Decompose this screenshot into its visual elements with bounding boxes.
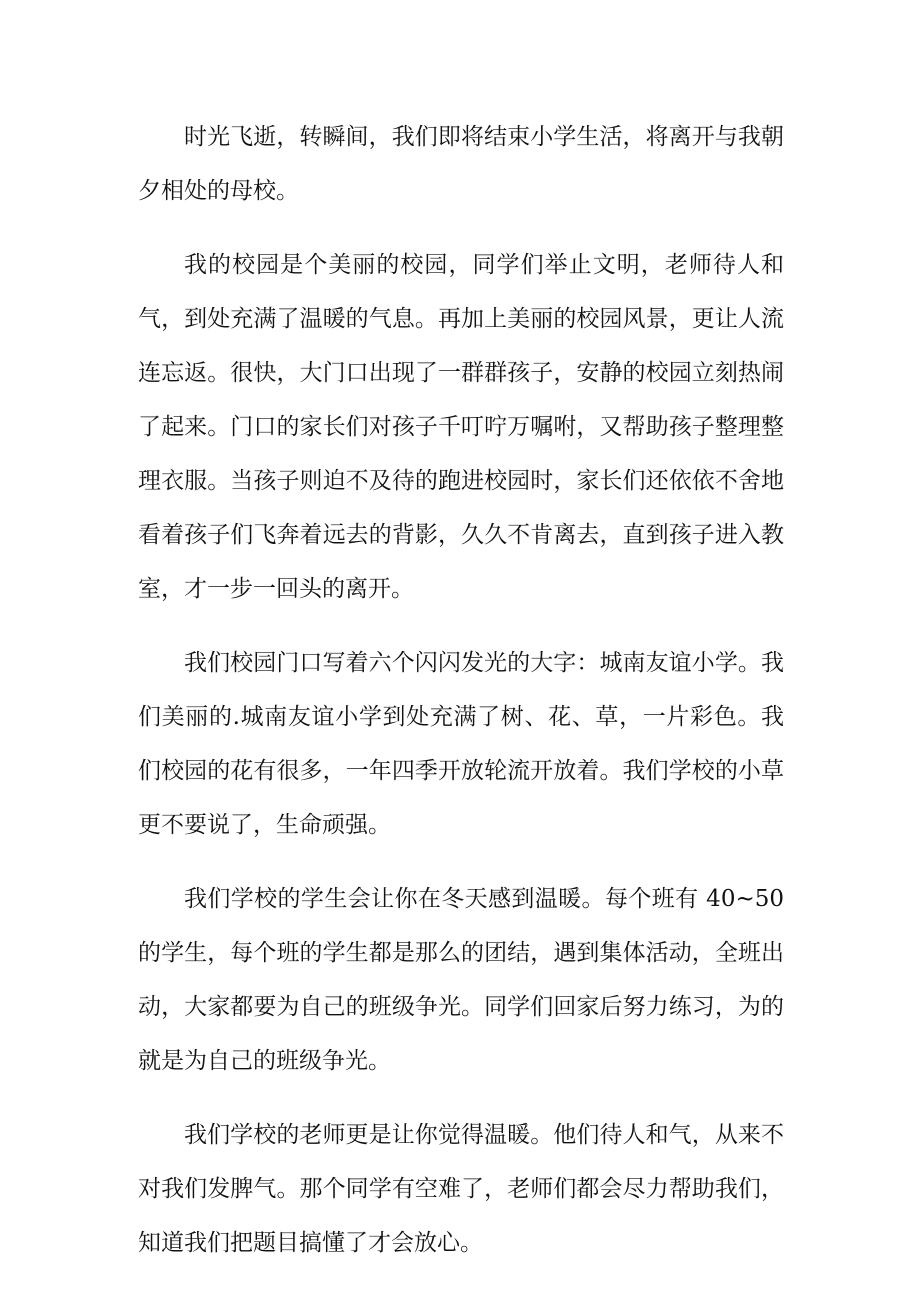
paragraph-5: 我们学校的老师更是让你觉得温暖。他们待人和气，从来不对我们发脾气。那个同学有空难了，老师们都会尽力帮助我们，知道我们把题目搞懂了才会放心。 — [138, 1122, 784, 1256]
paragraph-4: 我们学校的学生会让你在冬天感到温暖。每个班有 40~50 的学生，每个班的学生都是那么的团结，遇到集体活动，全班出动，大家都要为自己的班级争光。同学们回家后努力练习，为的就是为自己的班级争光。 — [138, 886, 784, 1074]
paragraph-3: 我们校园门口写着六个闪闪发光的大字：城南友谊小学。我们美丽的.城南友谊小学到处充满了树、花、草，一片彩色。我们校园的花有很多，一年四季开放轮流开放着。我们学校的小草更不要说了，生命顽强。 — [138, 650, 784, 838]
paragraph-1: 时光飞逝，转瞬间，我们即将结束小学生活，将离开与我朝夕相处的母校。 — [138, 124, 784, 204]
paragraph-2: 我的校园是个美丽的校园，同学们举止文明，老师待人和气，到处充满了温暖的气息。再加上美丽的校园风景，更让人流连忘返。很快，大门口出现了一群群孩子，安静的校园立刻热闹了起来。门口的家长们对孩子千叮咛万嘱咐，又帮助孩子整理整理衣服。当孩子则迫不及待的跑进校园时，家长们还依依不舍地看着孩子们飞奔着远去的背影，久久不肯离去，直到孩子进入教室，才一步一回头的离开。 — [138, 252, 784, 602]
document-body — [138, 110, 784, 1290]
